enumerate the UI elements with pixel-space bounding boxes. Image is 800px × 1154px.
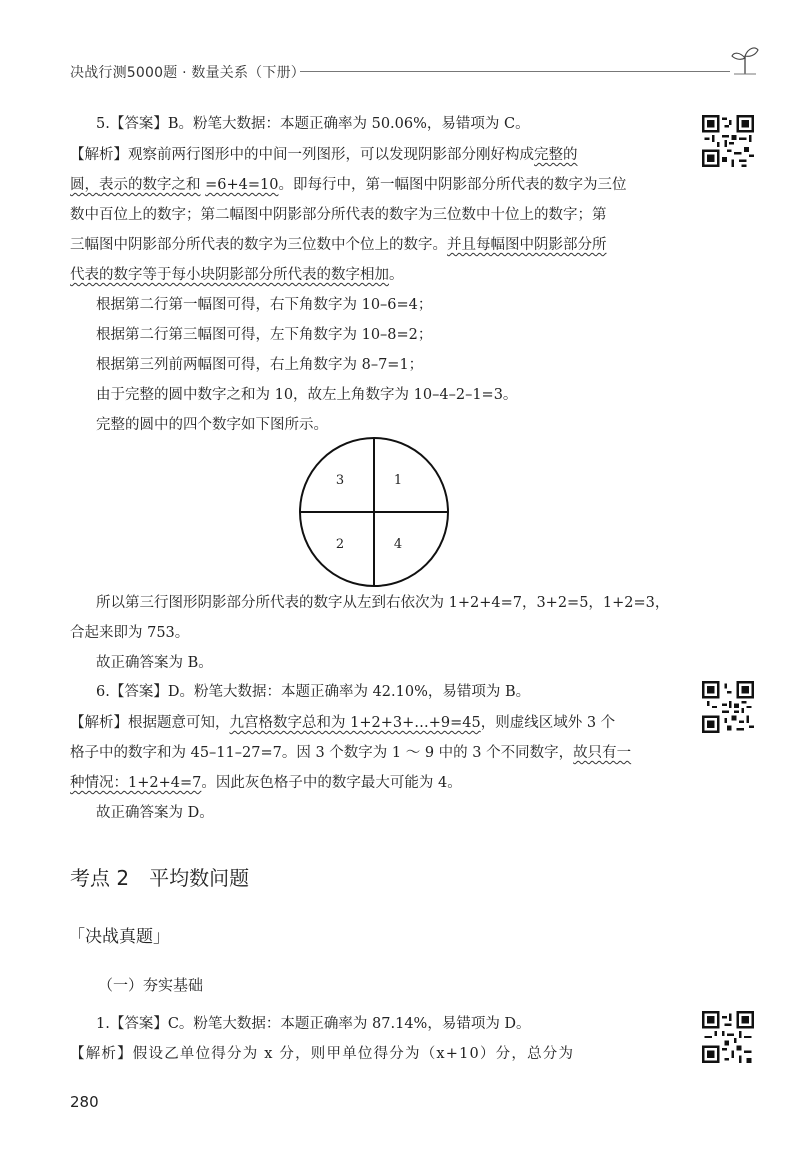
qr-code-icon[interactable]	[702, 115, 754, 167]
q5-analysis-line-2: 圆，表示的数字之和 =6+4=10。即每行中，第一幅图中阴影部分所代表的数字为三位	[70, 177, 627, 193]
q5-conclusion-line-1: 所以第三行图形阴影部分所代表的数字从左到右依次为 1+2+4=7，3+2=5，1+2=3，	[96, 595, 670, 611]
q5-step-2: 根据第二行第三幅图可得，左下角数字为 10–8=2；	[96, 327, 433, 343]
circle-bottom-right-number: 4	[393, 537, 403, 552]
q6-final-answer: 故正确答案为 D。	[96, 805, 214, 821]
q5-final-answer: 故正确答案为 B。	[96, 655, 213, 671]
q5-step-5: 完整的圆中的四个数字如下图所示。	[96, 417, 328, 433]
q1-analysis-line-1: 【解析】假设乙单位得分为 x 分，则甲单位得分为（x+10）分，总分为	[70, 1046, 575, 1062]
q6-analysis-line-1: 【解析】根据题意可知，九宫格数字总和为 1+2+3+…+9=45，则虚线区域外 3 个	[70, 715, 616, 731]
circle-top-right-number: 1	[393, 473, 403, 488]
circle-top-left-number: 3	[335, 473, 345, 488]
header-rule	[300, 71, 730, 72]
page-number: 280	[70, 1093, 99, 1111]
quartered-circle-figure	[298, 436, 450, 588]
qr-code-icon[interactable]	[702, 1011, 754, 1063]
subsection-title: 「决战真题」	[68, 927, 170, 947]
q6-analysis-line-3: 种情况：1+2+4=7。因此灰色格子中的数字最大可能为 4。	[70, 775, 462, 791]
q5-conclusion-line-2: 合起来即为 753。	[70, 625, 190, 641]
subsubsection-title: （一）夯实基础	[98, 976, 204, 994]
q5-step-4: 由于完整的圆中数字之和为 10，故左上角数字为 10–4–2–1=3。	[96, 387, 518, 403]
q5-analysis-line-5: 代表的数字等于每小块阴影部分所代表的数字相加。	[70, 267, 404, 283]
q5-answer: 5.【答案】B。粉笔大数据：本题正确率为 50.06%，易错项为 C。	[96, 116, 530, 132]
section-title: 考点 2 平均数问题	[70, 866, 250, 890]
running-header-title: 决战行测5000题 · 数量关系（下册）	[70, 65, 305, 81]
q6-answer: 6.【答案】D。粉笔大数据：本题正确率为 42.10%，易错项为 B。	[96, 684, 531, 700]
q5-analysis-line-3: 数中百位上的数字；第二幅图中阴影部分所代表的数字为三位数中十位上的数字；第	[70, 207, 607, 223]
q5-analysis-line-1: 【解析】观察前两行图形中的中间一列图形，可以发现阴影部分刚好构成完整的	[70, 147, 578, 163]
circle-bottom-left-number: 2	[335, 537, 345, 552]
qr-code-icon[interactable]	[702, 681, 754, 733]
q1-answer: 1.【答案】C。粉笔大数据：本题正确率为 87.14%，易错项为 D。	[96, 1016, 531, 1032]
q5-step-3: 根据第三列前两幅图可得，右上角数字为 8–7=1；	[96, 357, 424, 373]
q6-analysis-line-2: 格子中的数字和为 45–11–27=7。因 3 个数字为 1 ～ 9 中的 3 个不同数字，故只有一	[70, 745, 632, 761]
q5-analysis-line-4: 三幅图中阴影部分所代表的数字为三位数中个位上的数字。并且每幅图中阴影部分所	[70, 237, 607, 253]
sprout-icon	[730, 44, 760, 76]
q5-step-1: 根据第二行第一幅图可得，右下角数字为 10–6=4；	[96, 297, 433, 313]
